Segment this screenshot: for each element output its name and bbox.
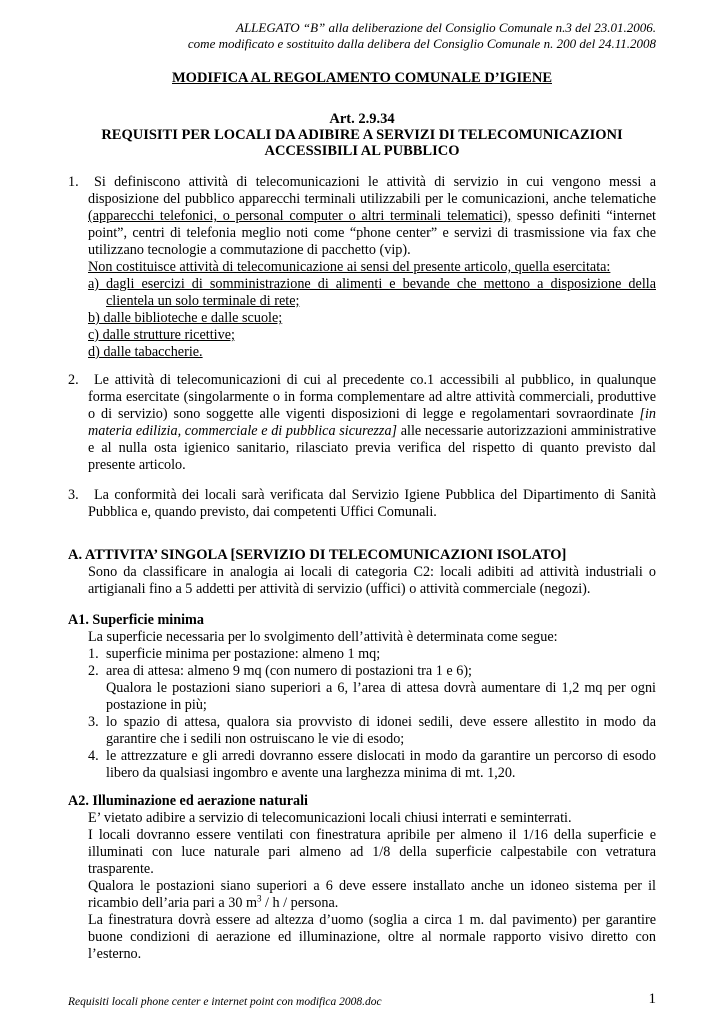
- paragraph-2: [68, 372, 656, 474]
- page-number: 1: [648, 991, 656, 1007]
- section-a1-intro: La superficie necessaria per lo svolgimento dell’attività è determinata come segue:: [88, 629, 558, 645]
- article-number: Art. 2.9.34: [329, 111, 395, 127]
- paragraph-3-number: 3.: [68, 487, 79, 503]
- paragraph-1-number: 1.: [68, 174, 79, 190]
- exclusion-item-d: d) dalle tabaccherie.: [88, 344, 203, 360]
- paragraph-3: [68, 487, 656, 521]
- section-a2-line-3: Qualora le postazioni siano superiori a 6 deve essere installato anche un idoneo sistema per il ricambio dell’aria pari a 30 $m^3$ / h / persona.: [88, 878, 656, 911]
- section-a1-heading: A1. Superficie minima: [68, 612, 204, 628]
- article-subtitle-2: ACCESSIBILI AL PUBBLICO: [264, 143, 460, 159]
- exclusion-item-b: b) dalle biblioteche e dalle scuole;: [88, 310, 283, 326]
- section-a1: [68, 612, 656, 782]
- paragraph-1: [68, 174, 656, 361]
- list-item: 1. superficie minima per postazione: almeno 1 mq;: [88, 646, 381, 662]
- paragraph-2-text-a: Le attività di telecomunicazioni di cui al precedente co.1 accessibili al pubblico, in qualunque forma esercitate (singolarmente o in forma complementare ad altre attività commerciali, produttive o di servizio) sono soggette alle vigenti disposizioni di legge e regolamentari sovraordinate: [88, 372, 656, 422]
- paragraph-1-text-b: spesso definiti “internet point”, centri di telefonia meglio noti come “phone center” e servizi di trasmissione via fax che utilizzano tecnologie a commutazione di pacchetto (vip).: [88, 208, 656, 258]
- section-a2: [68, 793, 656, 963]
- paragraph-3-text: La conformità dei locali sarà verificata dal Servizio Igiene Pubblica del Dipartimento di Sanità Pubblica e, quando previsto, dai competenti Uffici Comunali.: [88, 487, 656, 520]
- article-subtitle-1: REQUISITI PER LOCALI DA ADIBIRE A SERVIZI DI TELECOMUNICAZIONI: [101, 127, 623, 143]
- list-item: 3. lo spazio di attesa, qualora sia provvisto di idonei sedili, deve essere allestito in modo da garantire che i sedili non ostruiscano le vie di esodo;: [88, 714, 656, 747]
- list-item: 2. area di attesa: almeno 9 mq (con numero di postazioni tra 1 e 6);: [88, 663, 472, 679]
- page-title: [0, 70, 724, 87]
- paragraph-2-text-b: alle necessarie autorizzazioni amministrative e al nulla osta igienico sanitario, rilasciato previa verifica del rispetto di quanto previsto dal presente articolo.: [88, 423, 656, 473]
- section-a2-heading: A2. Illuminazione ed aerazione naturali: [68, 793, 308, 809]
- list-item: 4. le attrezzature e gli arredi dovranno essere dislocati in modo da garantire un percorso di esodo libero da qualsiasi ingombro e avente una larghezza minima di mt. 1,20.: [88, 748, 656, 781]
- section-a2-line-1: E’ vietato adibire a servizio di telecomunicazioni locali chiusi interrati e seminterrati.: [88, 810, 572, 826]
- page-title-text: MODIFICA AL REGOLAMENTO COMUNALE D’IGIENE: [172, 70, 552, 86]
- document-header: [188, 20, 656, 52]
- exclusion-item-c: c) dalle strutture ricettive;: [88, 327, 235, 343]
- section-a2-line-2: I locali dovranno essere ventilati con finestratura apribile per almeno il 1/16 della superficie e illuminati con luce naturale pari almeno ad 1/8 della superficie calpestabile con vetratura trasparente.: [88, 827, 656, 877]
- list-item-continuation: Qualora le postazioni siano superiori a 6, l’area di attesa dovrà aumentare di 1,2 mq per ogni postazione in più;: [106, 680, 656, 713]
- header-line-1: ALLEGATO “B” alla deliberazione del Consiglio Comunale n.3 del 23.01.2006.: [236, 20, 656, 35]
- document-footer: Requisiti locali phone center e internet point con modifica 2008.doc: [68, 996, 382, 1008]
- paragraph-2-number: 2.: [68, 372, 79, 388]
- exclusion-intro: Non costituisce attività di telecomunicazione ai sensi del presente articolo, quella esercitata:: [88, 259, 611, 275]
- header-line-2: come modificato e sostituito dalla delibera del Consiglio Comunale n. 200 del 24.11.2008: [187, 36, 656, 51]
- section-a2-line-4: La finestratura dovrà essere ad altezza d’uomo (soglia a circa 1 m. dal pavimento) per garantire buone condizioni di aerazione ed illuminazione, oltre al normale rapporto visivo diretto con l’esterno.: [88, 912, 656, 962]
- section-a-heading: A. ATTIVITA’ SINGOLA [SERVIZIO DI TELECOMUNICAZIONI ISOLATO]: [68, 547, 567, 563]
- paragraph-1-text-a: Si definiscono attività di telecomunicazioni le attività di servizio in cui vengono messi a disposizione del pubblico apparecchi terminali utilizzabili per le comunicazioni, anche telematiche: [88, 174, 656, 207]
- section-a-text: Sono da classificare in analogia ai locali di categoria C2: locali adibiti ad attività industriali o artigianali fino a 5 addetti per attività di servizio (uffici) o attività commerciale (negozi).: [88, 564, 656, 597]
- paragraph-1-underlined: (apparecchi telefonici, o personal computer o altri terminali telematici),: [88, 208, 512, 224]
- paragraph-2-italic: [in materia edilizia, commerciale e di pubblica sicurezza]: [88, 406, 656, 439]
- exclusion-item-a: a) dagli esercizi di somministrazione di alimenti e bevande che mettono a disposizione della clientela un solo terminale di rete;: [88, 276, 656, 309]
- section-a: [68, 547, 656, 598]
